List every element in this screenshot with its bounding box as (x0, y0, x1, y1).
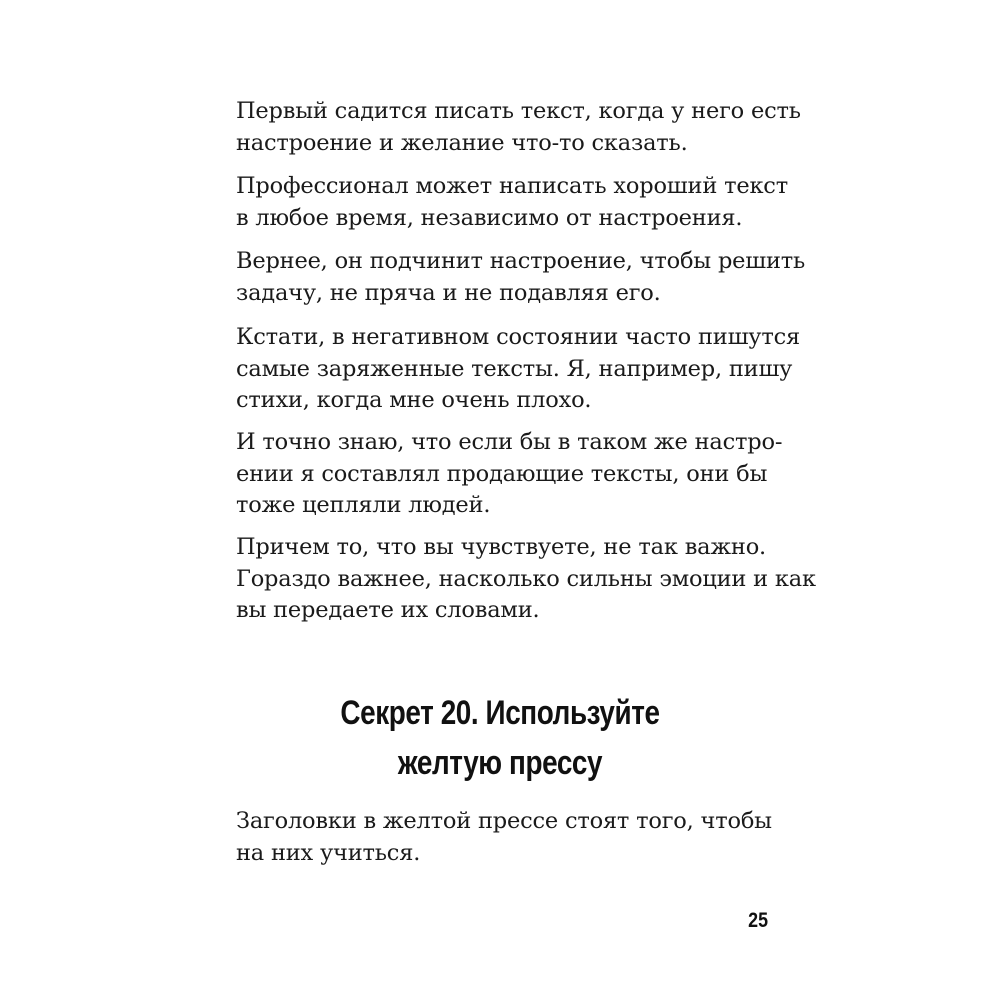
paragraph-line: Профессионал может написать хороший текст (236, 173, 788, 199)
paragraph-1 (236, 96, 801, 159)
paragraph-line: Вернее, он подчинит настроение, чтобы решить (236, 248, 806, 274)
page-number: 25 (748, 909, 768, 932)
section-heading-line-1: Секрет 20. Используйте (340, 694, 660, 732)
paragraph-line: Гораздо важнее, насколько сильны эмоции и как (236, 565, 816, 592)
paragraph-line: самые заряженные тексты. Я, например, пишу (236, 355, 793, 382)
paragraph-line: настроение и желание что-то сказать. (236, 129, 688, 156)
section-heading (254, 688, 746, 788)
paragraph-after-heading (236, 806, 772, 869)
paragraph-line: Первый садится писать текст, когда у него есть (236, 98, 801, 124)
paragraph-line: тоже цепляли людей. (236, 492, 491, 518)
paragraph-line: вы передаете их словами. (236, 597, 540, 623)
paragraph-line: ении я составлял продающие тексты, они бы (236, 460, 768, 487)
paragraph-4 (236, 322, 800, 417)
paragraph-2 (236, 171, 788, 234)
paragraph-line: в любое время, независимо от настроения. (236, 204, 743, 231)
section-heading-line-2: желтую прессу (397, 744, 603, 782)
paragraph-line: Заголовки в желтой прессе стоят того, чтобы (236, 808, 772, 834)
paragraph-line: Кстати, в негативном состоянии часто пишутся (236, 324, 800, 350)
paragraph-line: Причем то, что вы чувствуете, не так важно. (236, 534, 766, 560)
paragraph-line: на них учиться. (236, 839, 421, 866)
paragraph-line: стихи, когда мне очень плохо. (236, 387, 592, 413)
paragraph-line: И точно знаю, что если бы в таком же настро- (236, 429, 783, 455)
paragraph-3 (236, 246, 806, 309)
paragraph-line: задачу, не пряча и не подавляя его. (236, 279, 661, 306)
paragraph-6 (236, 532, 816, 627)
paragraph-5 (236, 427, 783, 522)
